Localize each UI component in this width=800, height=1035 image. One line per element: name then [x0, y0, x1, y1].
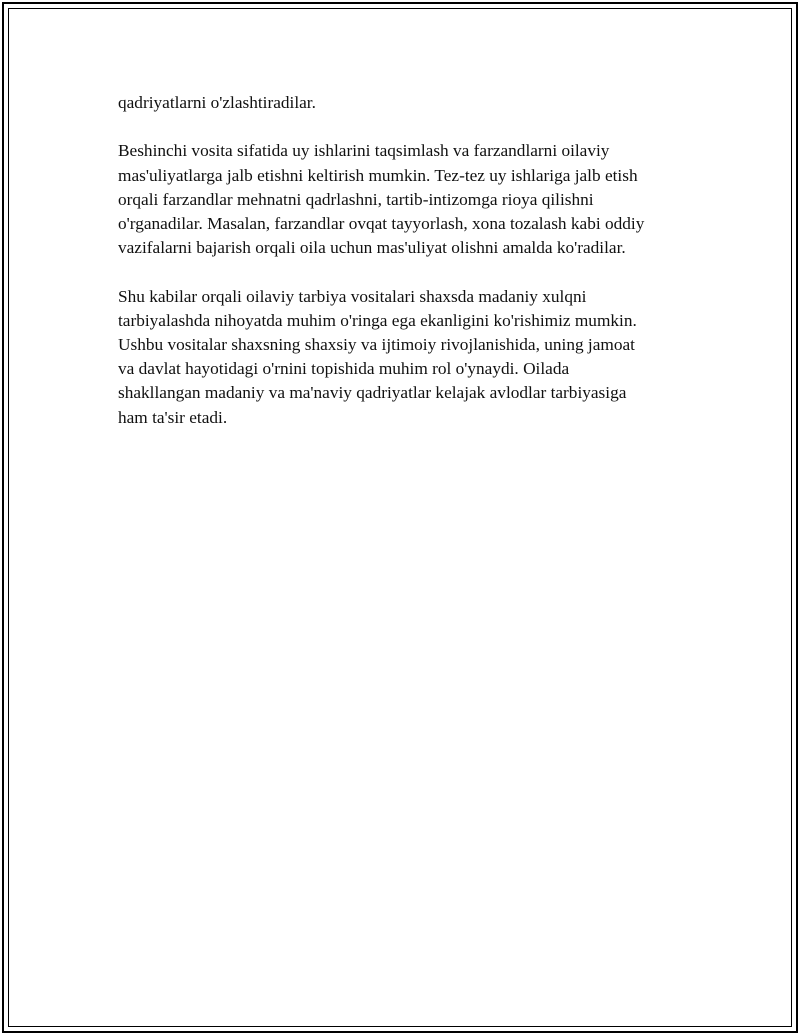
text-line: vazifalarni bajarish orqali oila uchun mas'uliyat olishni amalda ko'radilar. [118, 238, 626, 258]
paragraph-3 [118, 285, 698, 430]
text-line: Ushbu vositalar shaxsning shaxsiy va ijtimoiy rivojlanishida, uning jamoat [118, 335, 635, 354]
text-line: Beshinchi vosita sifatida uy ishlarini taqsimlash va farzandlarni oilaviy [118, 141, 610, 161]
text-line: shakllangan madaniy va ma'naviy qadriyatlar kelajak avlodlar tarbiyasiga [118, 383, 627, 403]
paragraph-2 [118, 139, 698, 260]
text-line: qadriyatlarni o'zlashtiradilar. [118, 93, 316, 112]
paragraph-1 [118, 91, 698, 115]
text-line: tarbiyalashda nihoyatda muhim o'ringa ega ekanligini ko'rishimiz mumkin. [118, 310, 637, 330]
text-line: mas'uliyatlarga jalb etishni keltirish mumkin. Tez-tez uy ishlariga jalb etish [118, 165, 638, 185]
text-line: Shu kabilar orqali oilaviy tarbiya vositalari shaxsda madaniy xulqni [118, 286, 587, 306]
text-line: va davlat hayotidagi o'rnini topishida muhim rol o'ynaydi. Oilada [118, 359, 570, 379]
text-line: orqali farzandlar mehnatni qadrlashni, tartib-intizomga rioya qilishni [118, 189, 594, 209]
document-body [118, 91, 698, 454]
text-line: ham ta'sir etadi. [118, 407, 228, 427]
text-line: o'rganadilar. Masalan, farzandlar ovqat tayyorlash, xona tozalash kabi oddiy [118, 214, 645, 233]
